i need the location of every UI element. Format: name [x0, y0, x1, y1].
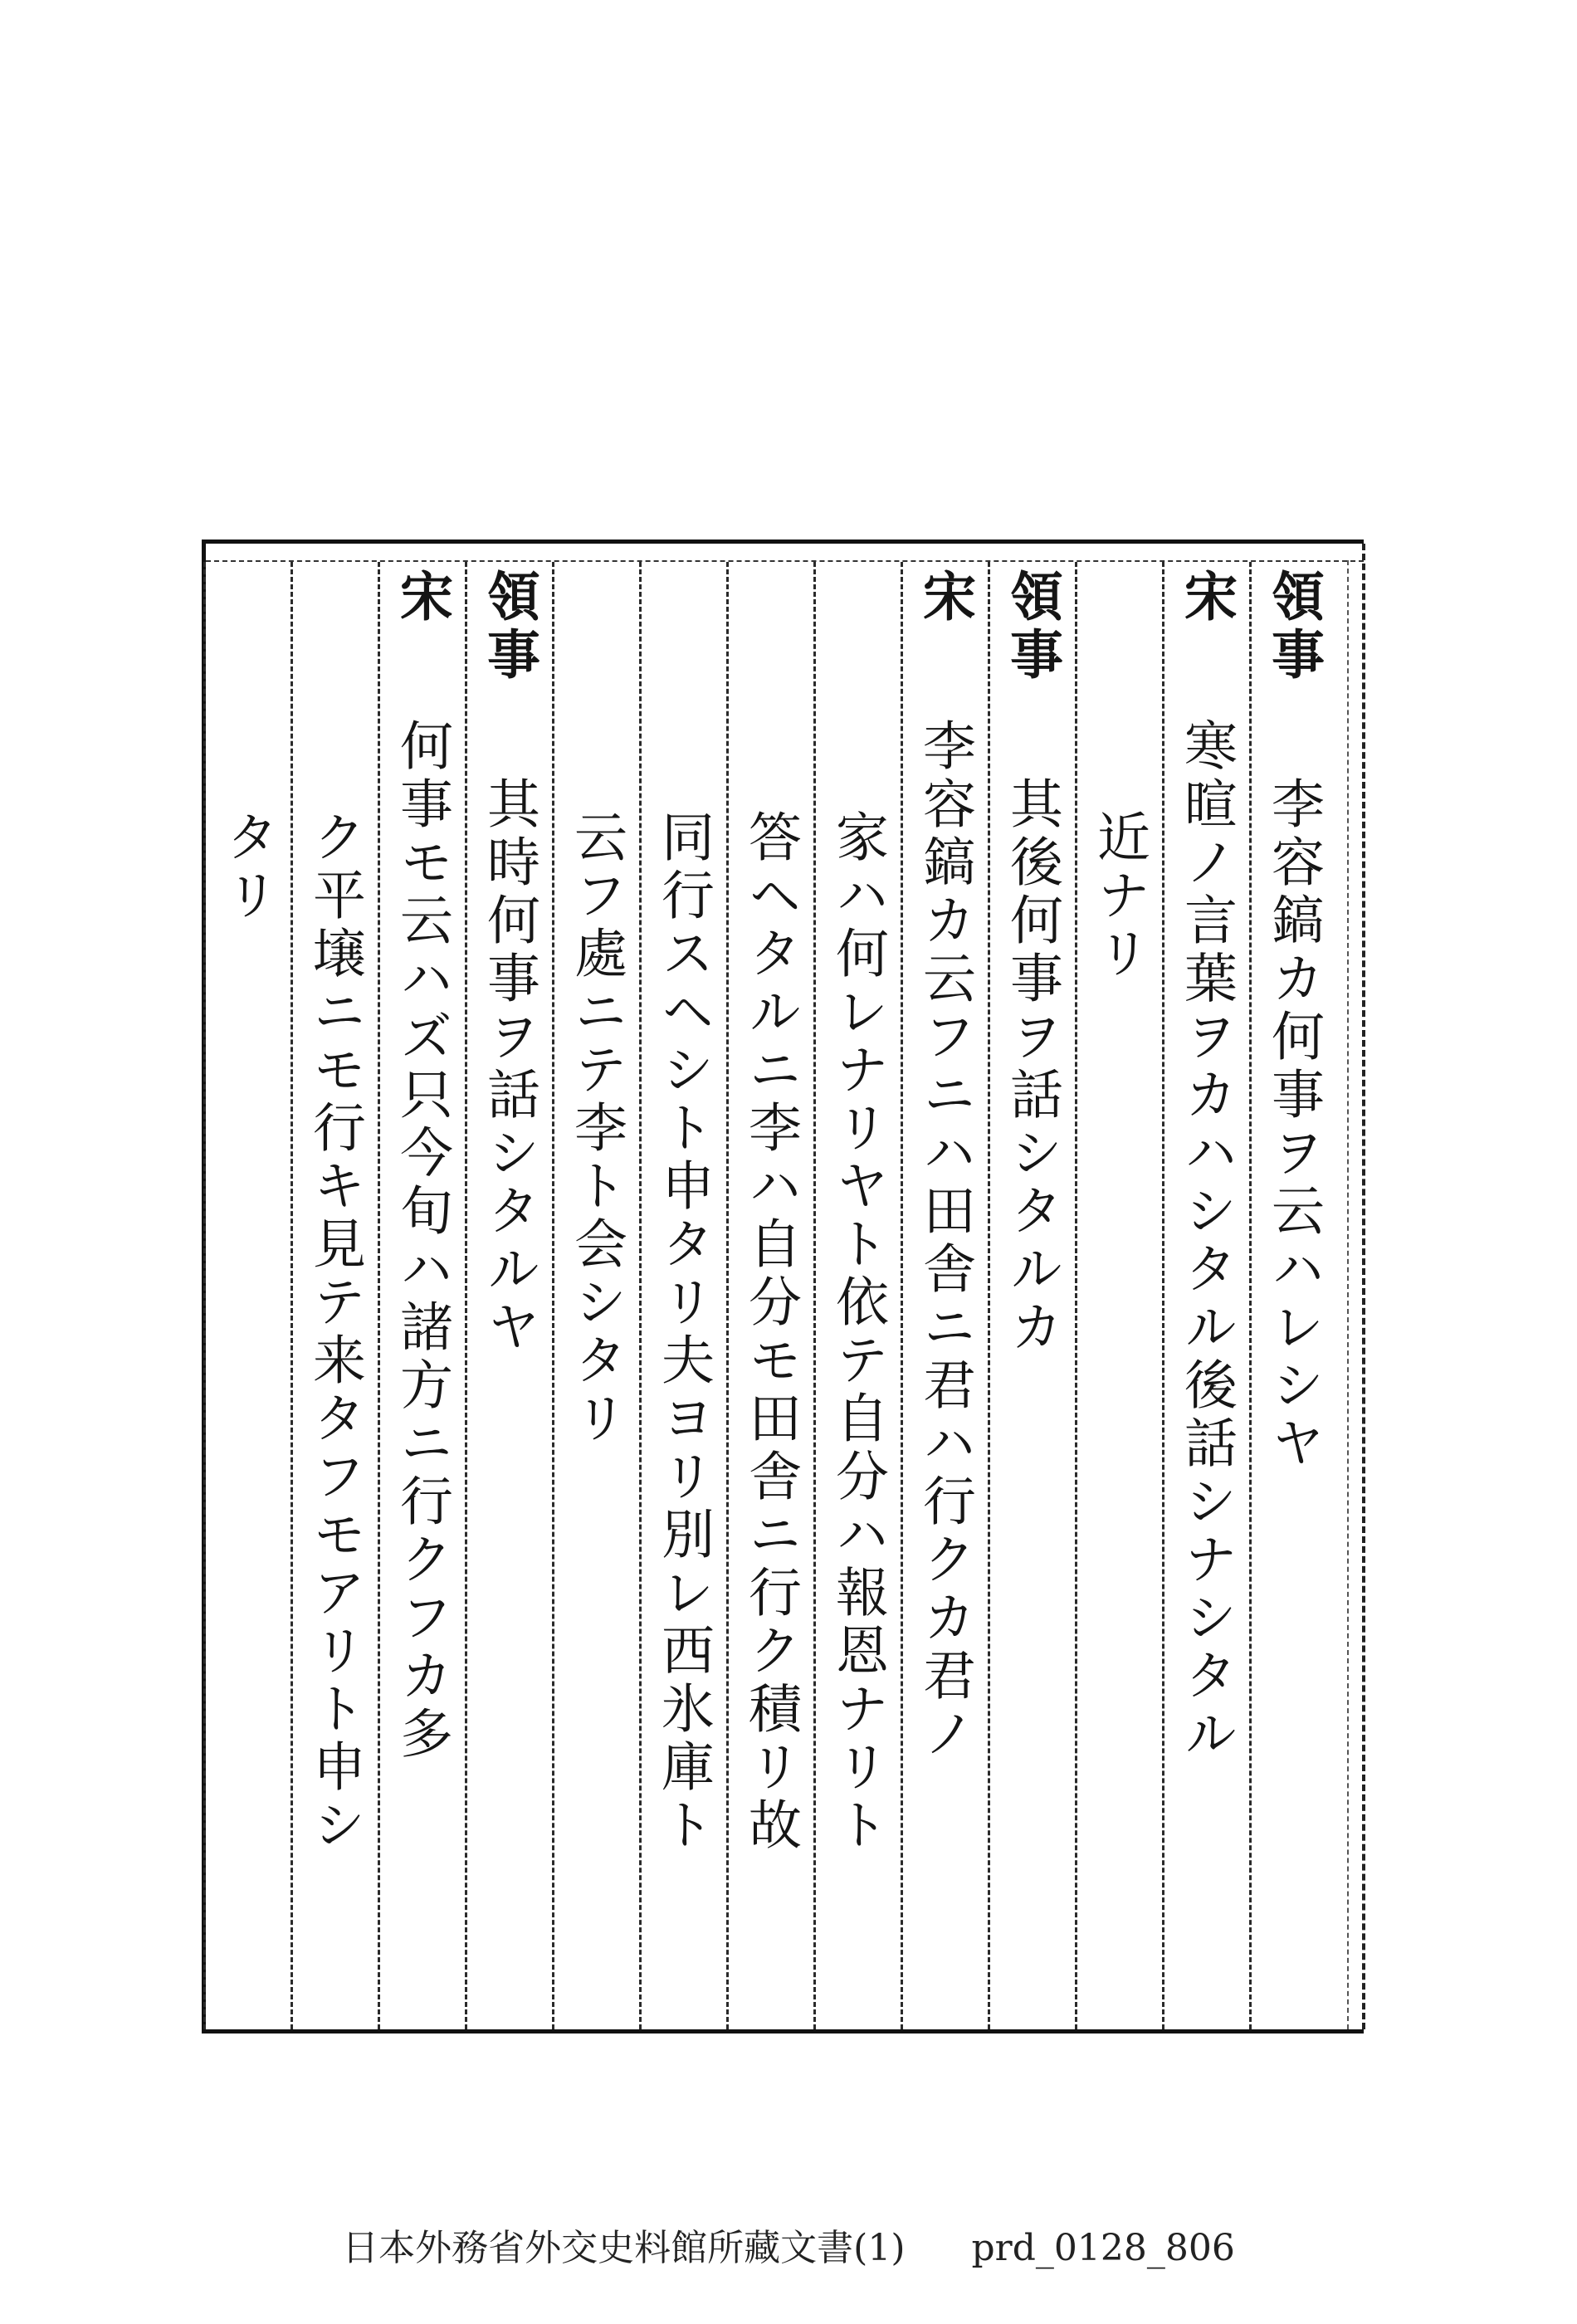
sheet-right-inner-rule [1347, 560, 1349, 2029]
column-text: タリ [217, 809, 278, 925]
text-column [1164, 569, 1247, 2029]
column-text: 何事モ云ハズ只今旬ハ諸方ニ行クフカ多 [391, 718, 452, 1764]
column-text: 其後何事ヲ話シタルカ [1001, 776, 1062, 1357]
text-column [990, 569, 1073, 2029]
column-text: 寒暄ノ言葉ヲカハシタル後話シナシタル [1175, 718, 1237, 1764]
speaker-label: 宋 [914, 569, 976, 627]
text-column [206, 569, 289, 2029]
text-column [554, 569, 637, 2029]
document-id: prd_0128_806 [971, 2227, 1235, 2269]
column-text: ク平壌ニモ行キ見テ来タフモアリト申シ [304, 809, 365, 1855]
column-text: 其時何事ヲ話シタルヤ [478, 776, 540, 1357]
column-text: 李容鎬カ何事ヲ云ハレシヤ [1262, 776, 1324, 1473]
column-text: 答ヘタルニ李ハ自分モ田舎ニ行ク積リ故 [740, 809, 801, 1855]
text-column [642, 569, 725, 2029]
text-column [816, 569, 899, 2029]
column-text: 李容鎬カ云フニハ田舎ニ君ハ行クカ君ノ [914, 718, 975, 1764]
text-column [293, 569, 376, 2029]
column-text: 近ナリ [1088, 809, 1150, 984]
speaker-label: 宋 [391, 569, 453, 627]
text-column [729, 569, 812, 2029]
text-column [903, 569, 986, 2029]
text-column [467, 569, 550, 2029]
speaker-label: 宋 [1175, 569, 1238, 627]
column-text: 同行スヘシト申タリ夫ヨリ別レ西氷庫ト [652, 809, 714, 1855]
speaker-label: 領事 [478, 569, 540, 685]
text-column [380, 569, 463, 2029]
manuscript-sheet [202, 540, 1364, 2034]
sheet-right-edge [1362, 544, 1365, 2029]
collection-caption: 日本外務省外交史料館所藏文書(1) [342, 2227, 906, 2269]
column-text: 家ハ何レナリヤト依テ自分ハ報恩ナリト [827, 809, 888, 1855]
speaker-label: 領事 [1262, 569, 1325, 685]
page-footer [0, 2218, 1577, 2271]
column-text: 云フ處ニテ李ト会シタリ [565, 809, 627, 1448]
text-column [1077, 569, 1160, 2029]
speaker-label: 領事 [1001, 569, 1063, 685]
text-column [1252, 569, 1335, 2029]
